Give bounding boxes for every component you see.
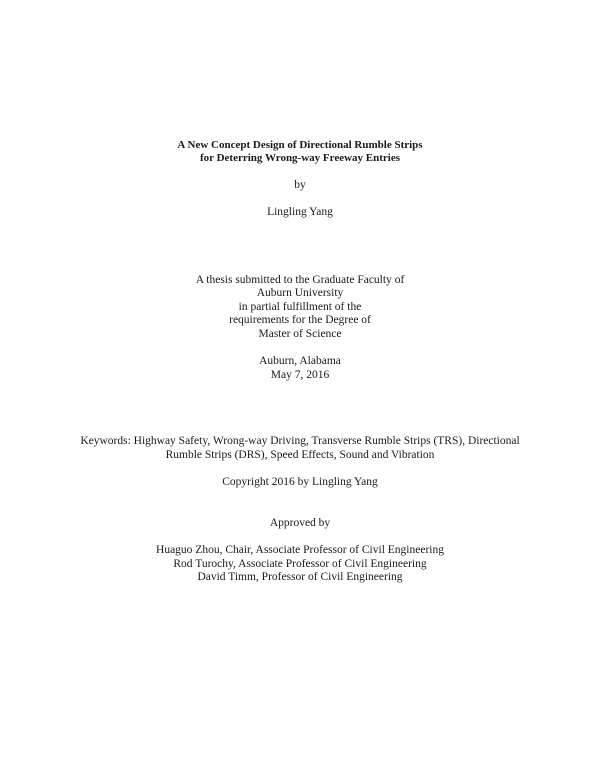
author-name: Lingling Yang <box>267 206 333 218</box>
submission-line-4: requirements for the Degree of <box>229 314 371 326</box>
date: May 7, 2016 <box>270 369 330 381</box>
committee-member-2: Rod Turochy, Associate Professor of Civil Engineering <box>173 558 427 570</box>
location: Auburn, Alabama <box>259 355 341 367</box>
submission-line-1: A thesis submitted to the Graduate Faculty of <box>195 274 405 286</box>
committee-member-1: Huaguo Zhou, Chair, Associate Professor of Civil Engineering <box>156 544 444 556</box>
approved-by-label: Approved by <box>269 517 331 529</box>
submission-line-3: in partial fulfillment of the <box>238 301 362 313</box>
thesis-title-line-1: A New Concept Design of Directional Rumble Strips <box>177 139 423 151</box>
keywords-line-2: Rumble Strips (DRS), Speed Effects, Sound and Vibration <box>165 449 435 461</box>
thesis-title-line-2: for Deterring Wrong-way Freeway Entries <box>200 152 400 164</box>
committee-member-3: David Timm, Professor of Civil Engineering <box>197 571 403 583</box>
by-label: by <box>294 179 306 191</box>
keywords-line-1: Keywords: Highway Safety, Wrong-way Driving, Transverse Rumble Strips (TRS), Directional <box>80 435 520 447</box>
submission-line-5: Master of Science <box>258 328 342 340</box>
copyright: Copyright 2016 by Lingling Yang <box>222 476 378 488</box>
submission-line-2: Auburn University <box>256 287 344 299</box>
